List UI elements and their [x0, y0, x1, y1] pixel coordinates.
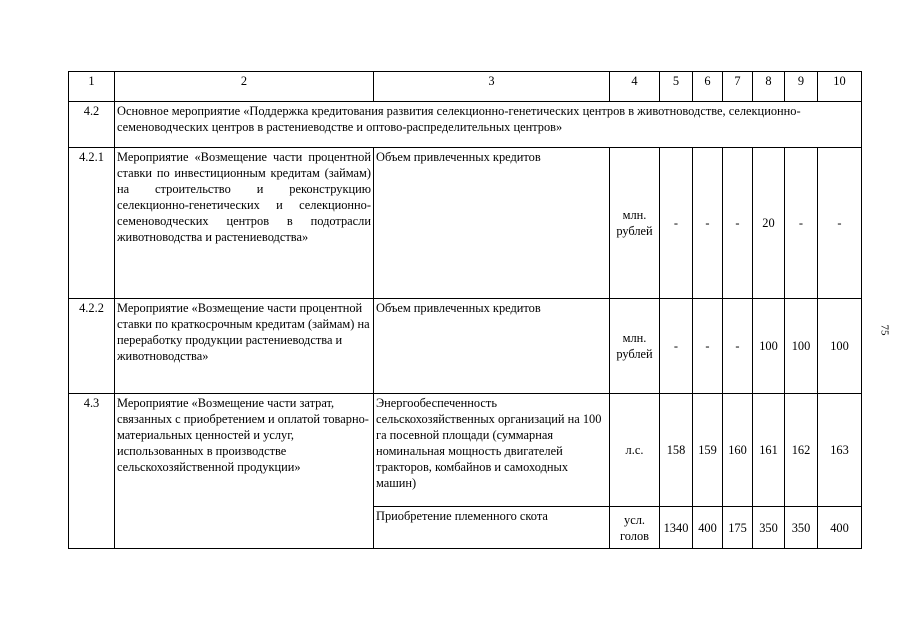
- value-cell: 161: [753, 394, 785, 507]
- table-row: [69, 299, 862, 394]
- table-header-row: [69, 72, 862, 102]
- row-number: 4.2.1: [69, 148, 115, 299]
- value-cell: -: [693, 148, 723, 299]
- value-cell: -: [660, 299, 693, 394]
- indicator-name: Объем привлеченных кредитов: [374, 148, 610, 299]
- header-cell: 8: [753, 72, 785, 102]
- value-cell: 350: [753, 507, 785, 549]
- value-cell: 100: [818, 299, 862, 394]
- table-row: [69, 394, 862, 507]
- row-number: 4.3: [69, 394, 115, 549]
- header-cell: 10: [818, 72, 862, 102]
- value-cell: 1340: [660, 507, 693, 549]
- value-cell: 158: [660, 394, 693, 507]
- value-cell: 175: [723, 507, 753, 549]
- indicator-name: Объем привлеченных кредитов: [374, 299, 610, 394]
- value-cell: 159: [693, 394, 723, 507]
- value-cell: -: [723, 148, 753, 299]
- header-cell: 6: [693, 72, 723, 102]
- measure-description: Мероприятие «Возмещение части процентной ставки по краткосрочным кредитам (займам) на переработку продукции растениеводства и животноводства»: [115, 299, 374, 394]
- value-cell: 350: [785, 507, 818, 549]
- unit-of-measure: млн. рублей: [610, 299, 660, 394]
- value-cell: 160: [723, 394, 753, 507]
- header-cell: 9: [785, 72, 818, 102]
- value-cell: 100: [753, 299, 785, 394]
- value-cell: -: [660, 148, 693, 299]
- main-activity-title: Основное мероприятие «Поддержка кредитования развития селекционно-генетических центров в животноводстве, селекционно-семеноводческих центров в растениеводстве и оптово-распределительных центров»: [115, 102, 862, 148]
- value-cell: -: [785, 148, 818, 299]
- value-cell: -: [693, 299, 723, 394]
- program-indicators-table: [68, 71, 862, 549]
- value-cell: -: [723, 299, 753, 394]
- indicator-name: Энергообеспеченность сельскохозяйственных организаций на 100 га посевной площади (суммарная номинальная мощность двигателей тракторов, комбайнов и самоходных машин): [374, 394, 610, 507]
- measure-description: Мероприятие «Возмещение части затрат, связанных с приобретением и оплатой товарно-материальных ценностей и услуг, использованных в производстве сельскохозяйственной продукции»: [115, 394, 374, 549]
- unit-of-measure: млн. рублей: [610, 148, 660, 299]
- value-cell: 162: [785, 394, 818, 507]
- table-row: [69, 102, 862, 148]
- value-cell: 400: [818, 507, 862, 549]
- header-cell: 4: [610, 72, 660, 102]
- table-row: [69, 148, 862, 299]
- header-cell: 2: [115, 72, 374, 102]
- measure-description: Мероприятие «Возмещение части процентной ставки по инвестиционным кредитам (займам) на строительство и реконструкцию селекционно-генетических и селекционно-семеноводческих центров в подотрасли животноводства и растениеводства»: [115, 148, 374, 299]
- row-number: 4.2.2: [69, 299, 115, 394]
- row-number: 4.2: [69, 102, 115, 148]
- unit-of-measure: усл. голов: [610, 507, 660, 549]
- indicator-name: Приобретение племенного скота: [374, 507, 610, 549]
- value-cell: 100: [785, 299, 818, 394]
- value-cell: 20: [753, 148, 785, 299]
- value-cell: 400: [693, 507, 723, 549]
- value-cell: -: [818, 148, 862, 299]
- value-cell: 163: [818, 394, 862, 507]
- header-cell: 7: [723, 72, 753, 102]
- header-cell: 1: [69, 72, 115, 102]
- header-cell: 5: [660, 72, 693, 102]
- unit-of-measure: л.с.: [610, 394, 660, 507]
- page-number: 75: [878, 324, 891, 336]
- header-cell: 3: [374, 72, 610, 102]
